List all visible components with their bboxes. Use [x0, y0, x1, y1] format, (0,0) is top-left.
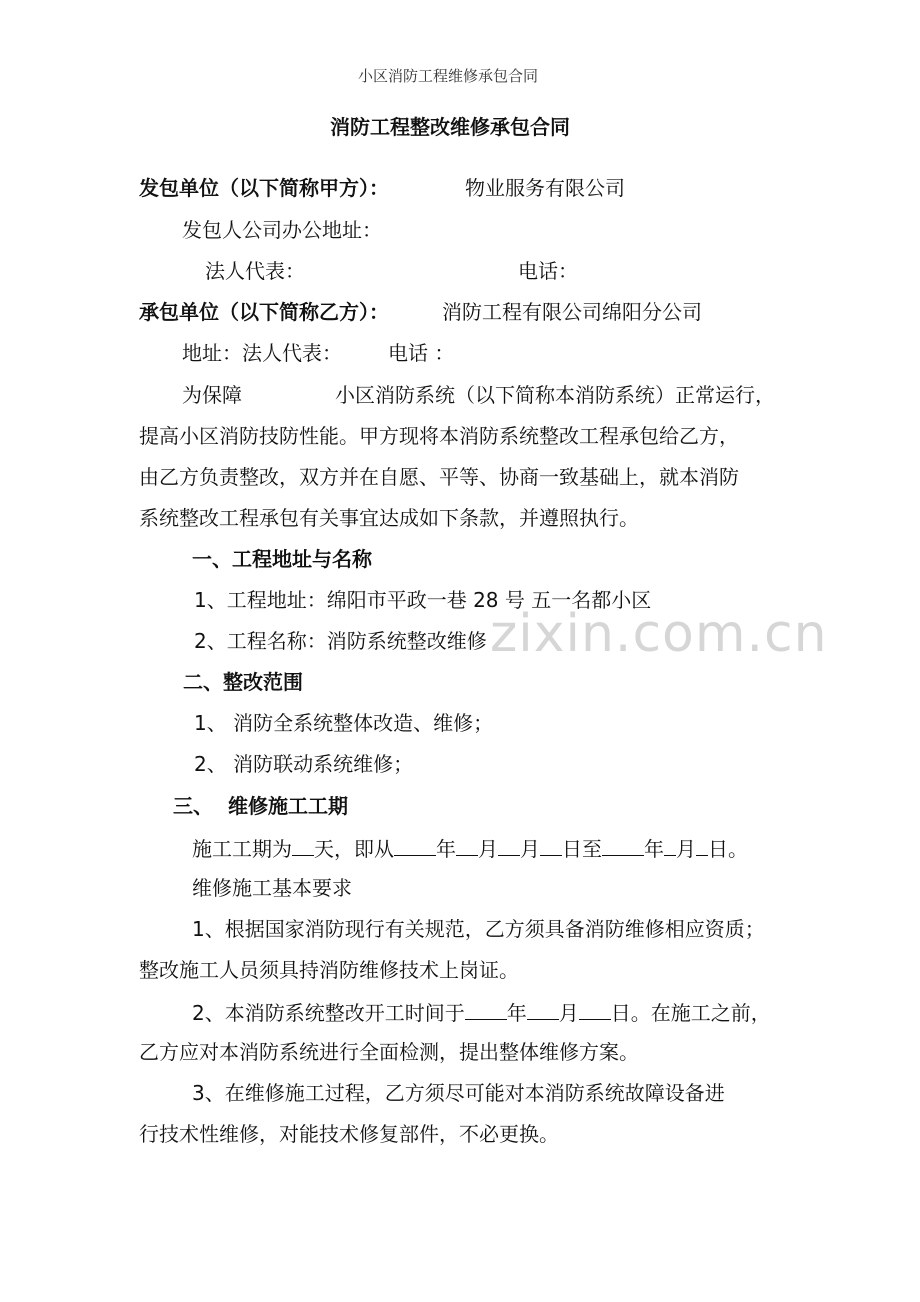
- party-a-name: 物业服务有限公司: [465, 176, 625, 200]
- end-year-blank[interactable]: [602, 833, 644, 856]
- construction-period-line: 施工工期为 天，即从 年 月 月 日至 年 月 日。: [192, 833, 748, 863]
- party-b-name: 消防工程有限公司绵阳分公司: [442, 300, 702, 324]
- requirement1-line1: 1、根据国家消防现行有关规范，乙方须具备消防维修相应资质；: [192, 917, 765, 941]
- section2-heading: 二、整改范围: [183, 670, 303, 694]
- requirement3-line2: 行技术性维修，对能技术修复部件，不必更换。: [139, 1122, 559, 1146]
- party-a-rep-label: 法人代表：: [205, 259, 305, 283]
- start-year-blank[interactable]: [394, 833, 436, 856]
- section1-heading: 一、工程地址与名称: [192, 547, 372, 571]
- requirement2-line1: 2、本消防系统整改开工时间于 年 月 日。在施工之前，: [192, 997, 771, 1027]
- party-a-label: 发包单位（以下简称甲方）：: [139, 176, 389, 200]
- end-day-blank[interactable]: [696, 833, 708, 856]
- section1-item1: 1、工程地址：绵阳市平政一巷 28 号 五一名都小区: [194, 588, 652, 612]
- intro-line3: 由乙方负责整改，双方并在自愿、平等、协商一致基础上，就本消防: [139, 465, 739, 489]
- party-a-address-label: 发包人公司办公地址：: [182, 218, 382, 242]
- section3-heading-text: 维修施工工期: [228, 794, 348, 818]
- section2-item1: 1、 消防全系统整体改造、维修；: [194, 711, 494, 735]
- section1-item2: 2、工程名称：消防系统整改维修: [194, 629, 487, 653]
- requirement1-line2: 整改施工人员须具持消防维修技术上岗证。: [139, 958, 519, 982]
- start-date-blank[interactable]: [540, 833, 562, 856]
- document-title: 消防工程整改维修承包合同: [330, 115, 570, 139]
- party-a-phone-label: 电话：: [518, 259, 578, 283]
- requirement2-line2: 乙方应对本消防系统进行全面检测，提出整体维修方案。: [139, 1040, 639, 1064]
- section2-item2: 2、 消防联动系统维修；: [194, 752, 414, 776]
- requirements-heading: 维修施工基本要求: [192, 876, 352, 900]
- party-b-phone-label: 电话 ：: [388, 341, 455, 365]
- days-blank[interactable]: [292, 833, 314, 856]
- running-header: 小区消防工程维修承包合同: [358, 67, 539, 85]
- section3-heading-number: 三、: [173, 794, 213, 818]
- intro-line1-end: 小区消防系统（以下简称本消防系统）正常运行，: [335, 383, 775, 407]
- intro-line2: 提高小区消防技防性能。甲方现将本消防系统整改工程承包给乙方，: [139, 424, 739, 448]
- watermark: zixin.com.cn: [490, 604, 828, 664]
- commence-year-blank[interactable]: [465, 997, 507, 1020]
- commence-month-blank[interactable]: [527, 997, 559, 1020]
- start-day-blank[interactable]: [498, 833, 520, 856]
- end-month-blank[interactable]: [664, 833, 676, 856]
- intro-line4: 系统整改工程承包有关事宜达成如下条款，并遵照执行。: [139, 506, 639, 530]
- commence-day-blank[interactable]: [579, 997, 611, 1020]
- requirement3-line1: 3、在维修施工过程，乙方须尽可能对本消防系统故障设备进: [192, 1081, 725, 1105]
- start-month-blank[interactable]: [456, 833, 478, 856]
- intro-line1-start: 为保障: [182, 383, 242, 407]
- party-b-label: 承包单位（以下简称乙方）：: [139, 300, 389, 324]
- party-b-info-line: 地址：法人代表：: [182, 341, 342, 365]
